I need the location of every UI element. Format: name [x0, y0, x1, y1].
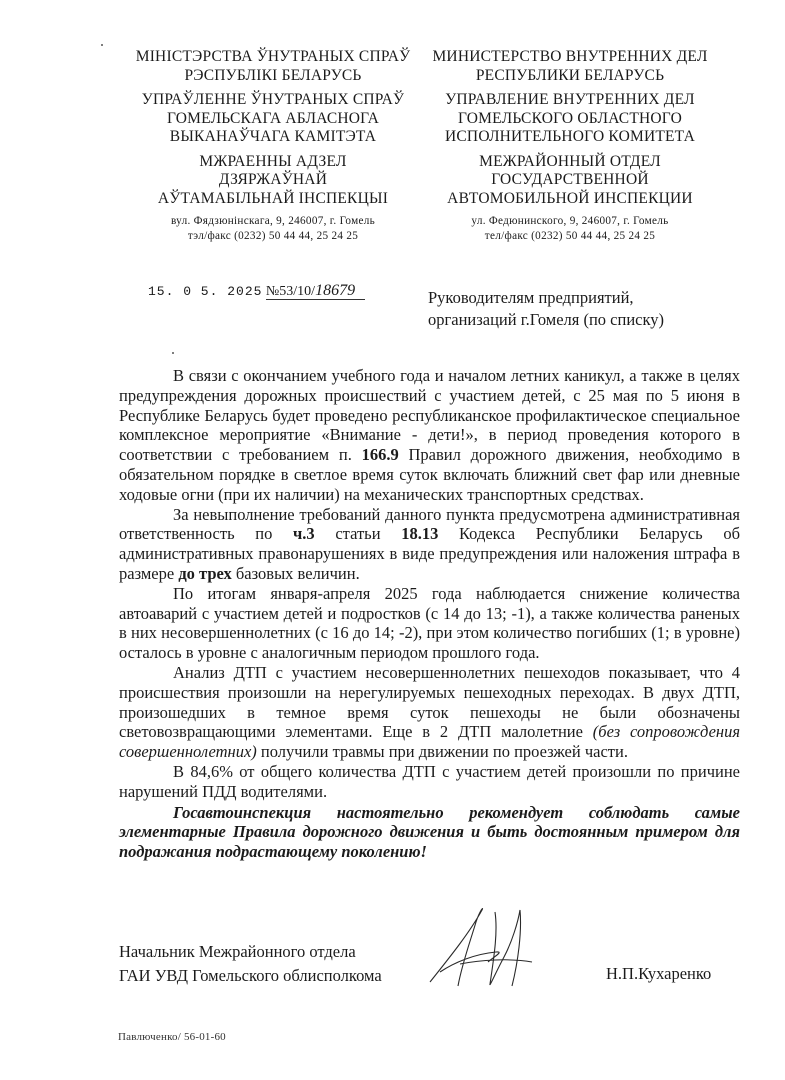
- text-run: Кодекса Республики Беларусь об административных правонарушениях в виде предупреждения или наложения штрафа в размере: [119, 524, 740, 583]
- registration-number-prefix: №53/10/: [265, 284, 316, 299]
- paragraph-liability: [119, 505, 740, 584]
- scan-speck: [101, 44, 103, 46]
- registration-date: 15. 0 5. 2025: [148, 284, 263, 299]
- office-line: АЎТАМАБІЛЬНАЙ ІНСПЕКЦЫІ: [157, 189, 389, 207]
- text-run: Анализ ДТП с участием несовершеннолетних пешеходов показывает, что 4 происшествия произошли на нерегулируемых пешеходных переходах. В двух ДТП, произошедших в темное время суток пешеходы не были обозначены световозвращающими элементами. Еще в 2 ДТП малолетние: [119, 662, 740, 742]
- rule-reference: 166.9: [361, 445, 399, 465]
- office-line: МЖРАЕННЫ АДЗЕЛ: [199, 152, 347, 170]
- text-run: В связи с окончанием учебного года и началом летних каникул, а также в целях предупреждения дорожных происшествий с участием детей, с 25 мая по 5 июня в Республике Беларусь будет проведено республиканское профилактическое специальное комплексное мероприятие «Внимание - дети!», в период проведения которого в соответствии с требованием п.: [119, 366, 740, 465]
- signature-block: [119, 940, 382, 988]
- registration-line: [148, 282, 365, 300]
- text-run: Правил дорожного движения, необходимо в обязательном порядке в светлое время суток включать ближний свет фар или дневные ходовые огни (при их наличии) на механических транспортных средствах.: [119, 445, 740, 504]
- scan-speck: [172, 352, 174, 354]
- phone-line: тел/факс (0232) 50 44 44, 25 24 25: [484, 230, 656, 242]
- italic-note: (без сопровождения совершеннолетних): [119, 722, 741, 762]
- department-line: ГОМЕЛЬСКОГО ОБЛАСТНОГО: [458, 109, 682, 127]
- article-reference: 18.13: [401, 524, 439, 544]
- ministry-line: РЕСПУБЛИКИ БЕЛАРУСЬ: [475, 66, 665, 84]
- text-run: получили травмы при движении по проезжей части.: [256, 742, 628, 762]
- text-run: базовых величин.: [231, 563, 360, 583]
- office-line: ДЗЯРЖАЎНАЙ: [218, 171, 328, 188]
- recipient-block: [428, 287, 664, 331]
- department-line: УПРАЎЛЕННЕ ЎНУТРАНЫХ СПРАЎ: [141, 91, 405, 108]
- department-line: ВЫКАНАЎЧАГА КАМІТЭТА: [169, 128, 377, 145]
- address-line: вул. Фядзюнінскага, 9, 246007, г. Гомель: [170, 215, 376, 227]
- executor-footer: Павлюченко/ 56-01-60: [118, 1031, 226, 1043]
- letter-body: [119, 366, 740, 862]
- office-line: МЕЖРАЙОННЫЙ ОТДЕЛ: [479, 152, 661, 170]
- office-line: ГОСУДАРСТВЕННОЙ: [491, 171, 649, 188]
- ministry-line: МИНИСТЕРСТВО ВНУТРЕННИХ ДЕЛ: [432, 48, 708, 65]
- department-line: ИСПОЛНИТЕЛЬНОГО КОМИТЕТА: [445, 128, 695, 145]
- letterhead-belarusian: [118, 48, 428, 244]
- part-reference: ч.3: [293, 524, 315, 544]
- fine-amount: до трех: [178, 563, 232, 583]
- text-run: За невыполнение требований данного пункта предусмотрена административная ответственность по: [119, 504, 740, 544]
- registration-number-handwritten: 18679: [315, 282, 356, 299]
- signer-position-line: ГАИ УВД Гомельского облисполкома: [119, 966, 382, 985]
- department-line: ГОМЕЛЬСКАГА АБЛАСНОГА: [166, 109, 380, 127]
- department-line: УПРАВЛЕНИЕ ВНУТРЕННИХ ДЕЛ: [445, 91, 695, 108]
- signer-position-line: Начальник Межрайонного отдела: [119, 942, 356, 961]
- address-line: ул. Федюнинского, 9, 246007, г. Гомель: [471, 215, 669, 227]
- recipient-line: Руководителям предприятий,: [428, 288, 634, 307]
- signer-name: Н.П.Кухаренко: [606, 964, 712, 983]
- letterhead-russian: [420, 48, 720, 244]
- handwritten-signature: [400, 902, 550, 992]
- text-run: статьи: [314, 524, 402, 544]
- paragraph-percentage: В 84,6% от общего количества ДТП с участием детей произошли по причине нарушений ПДД водителями.: [119, 761, 740, 801]
- ministry-line: МІНІСТЭРСТВА ЎНУТРАНЫХ СПРАЎ: [135, 48, 411, 65]
- registration-number: [266, 284, 365, 300]
- paragraph-recommendation: Госавтоинспекция настоятельно рекомендует соблюдать самые элементарные Правила дорожного движения и быть достоянным примером для подражания подрастающему поколению!: [119, 802, 740, 862]
- paragraph-campaign: [119, 366, 740, 505]
- paragraph-analysis: [119, 663, 740, 762]
- recipient-line: организаций г.Гомеля (по списку): [428, 310, 665, 329]
- office-line: АВТОМОБИЛЬНОЙ ИНСПЕКЦИИ: [447, 189, 693, 207]
- paragraph-statistics: По итогам января-апреля 2025 года наблюдается снижение количества автоаварий с участием детей и подростков (с 14 до 13; -1), а также количества раненых в них несовершеннолетних (с 16 до 14; -2), при этом количество погибших (1; в уровне) осталось в уровне с аналогичным периодом прошлого года.: [119, 583, 740, 663]
- phone-line: тэл/факс (0232) 50 44 44, 25 24 25: [187, 230, 359, 242]
- ministry-line: РЭСПУБЛІКІ БЕЛАРУСЬ: [184, 66, 362, 84]
